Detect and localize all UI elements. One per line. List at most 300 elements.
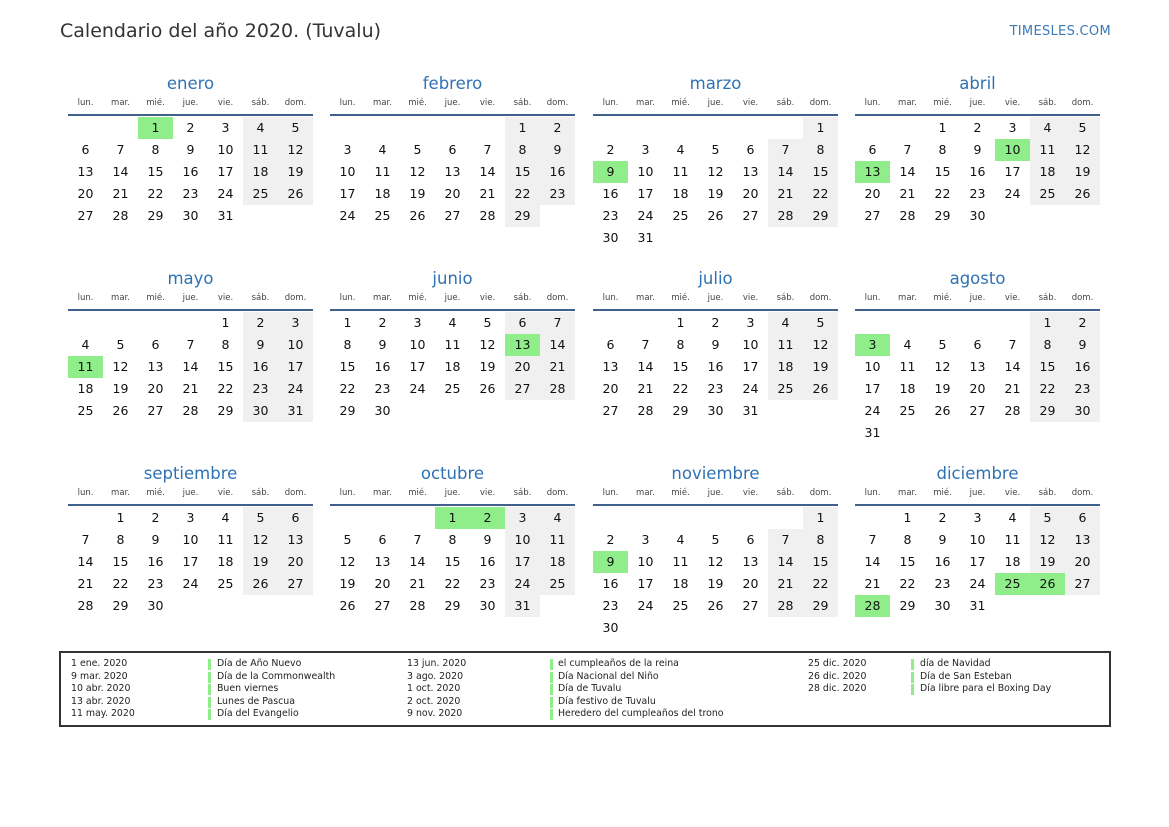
day-cell: 29 xyxy=(1030,400,1065,422)
day-cell: 10 xyxy=(969,532,986,547)
weekday-label: dom. xyxy=(284,293,307,303)
legend-date: 9 nov. 2020 xyxy=(407,708,463,720)
weekday-label: sáb. xyxy=(776,488,795,498)
day-cell: 9 xyxy=(151,532,160,547)
day-cell: 23 xyxy=(934,576,951,591)
days-grid xyxy=(593,312,838,444)
day-cell: 5 xyxy=(483,315,492,330)
day-cell: 20 xyxy=(278,551,313,573)
day-cell: 14 xyxy=(899,164,916,179)
day-cell: 20 xyxy=(742,186,759,201)
legend-holiday-name: Buen viernes xyxy=(217,683,279,695)
day-cell: 13 xyxy=(969,359,986,374)
legend-holiday-name: Día del Evangelio xyxy=(217,708,299,720)
day-cell: 29 xyxy=(444,598,461,613)
day-cell: 3 xyxy=(641,532,650,547)
day-cell: 4 xyxy=(676,532,685,547)
day-cell: 6 xyxy=(505,312,540,334)
day-cell: 26 xyxy=(112,403,129,418)
day-cell: 29 xyxy=(217,403,234,418)
day-cell: 25 xyxy=(672,598,689,613)
day-cell: 2 xyxy=(151,510,160,525)
weekday-label: mié. xyxy=(146,293,165,303)
weekday-label: dom. xyxy=(284,98,307,108)
day-cell: 20 xyxy=(742,576,759,591)
legend-marker xyxy=(911,672,914,683)
day-cell: 27 xyxy=(444,208,461,223)
day-cell: 18 xyxy=(899,381,916,396)
day-cell: 21 xyxy=(768,183,803,205)
month-marzo xyxy=(593,74,838,249)
weekday-label: sáb. xyxy=(1038,293,1057,303)
weekday-label: mar. xyxy=(111,98,130,108)
day-cell: 30 xyxy=(479,598,496,613)
day-cell: 8 xyxy=(221,337,230,352)
day-cell: 8 xyxy=(116,532,125,547)
days-grid xyxy=(855,117,1100,249)
day-cell: 28 xyxy=(182,403,199,418)
holiday-day-cell: 26 xyxy=(1030,573,1065,595)
weekday-label: jue. xyxy=(182,488,199,498)
weekday-label: dom. xyxy=(1071,488,1094,498)
day-cell: 10 xyxy=(637,554,654,569)
day-cell: 14 xyxy=(864,554,881,569)
day-cell: 22 xyxy=(339,381,356,396)
days-grid xyxy=(330,312,575,444)
day-cell: 24 xyxy=(339,208,356,223)
holiday-day-cell: 13 xyxy=(855,161,890,183)
weekday-label: sáb. xyxy=(513,98,532,108)
day-cell: 23 xyxy=(707,381,724,396)
day-cell: 28 xyxy=(768,205,803,227)
day-cell: 12 xyxy=(479,337,496,352)
day-cell: 18 xyxy=(444,359,461,374)
day-cell: 13 xyxy=(374,554,391,569)
weekday-label: jue. xyxy=(444,488,461,498)
day-cell: 11 xyxy=(540,529,575,551)
weekday-label: dom. xyxy=(1071,293,1094,303)
day-cell: 19 xyxy=(1065,161,1100,183)
day-cell: 1 xyxy=(938,120,947,135)
weekday-label: mié. xyxy=(408,98,427,108)
holiday-day-cell: 1 xyxy=(138,117,173,139)
day-cell: 27 xyxy=(602,403,619,418)
day-cell: 4 xyxy=(768,312,803,334)
weekday-label: lun. xyxy=(339,488,356,498)
day-cell: 14 xyxy=(409,554,426,569)
day-cell: 24 xyxy=(278,378,313,400)
day-cell: 22 xyxy=(217,381,234,396)
day-cell: 13 xyxy=(77,164,94,179)
day-cell: 15 xyxy=(672,359,689,374)
weekday-label: lun. xyxy=(602,98,619,108)
day-cell: 8 xyxy=(505,139,540,161)
weekday-label: jue. xyxy=(969,488,986,498)
day-cell: 29 xyxy=(505,205,540,227)
day-cell: 3 xyxy=(505,507,540,529)
day-cell: 10 xyxy=(864,359,881,374)
day-cell: 17 xyxy=(637,186,654,201)
day-cell: 31 xyxy=(864,425,881,440)
weekday-label: lun. xyxy=(339,98,356,108)
weekday-label: mar. xyxy=(636,488,655,498)
weekday-label: mié. xyxy=(146,488,165,498)
month-name: julio xyxy=(698,269,733,288)
day-cell: 31 xyxy=(637,230,654,245)
month-name: abril xyxy=(959,74,996,93)
brand-link[interactable]: TIMESLES.COM xyxy=(1009,24,1111,39)
day-cell: 28 xyxy=(637,403,654,418)
weekday-label: jue. xyxy=(707,488,724,498)
legend-marker xyxy=(208,697,211,708)
day-cell: 13 xyxy=(147,359,164,374)
day-cell: 29 xyxy=(147,208,164,223)
day-cell: 17 xyxy=(742,359,759,374)
day-cell: 17 xyxy=(637,576,654,591)
day-cell: 24 xyxy=(409,381,426,396)
day-cell: 2 xyxy=(1065,312,1100,334)
legend-holiday-name: Día de Tuvalu xyxy=(558,683,622,695)
day-cell: 24 xyxy=(864,403,881,418)
weekday-label: mié. xyxy=(933,98,952,108)
day-cell: 1 xyxy=(803,507,838,529)
month-febrero xyxy=(330,74,575,249)
day-cell: 18 xyxy=(217,554,234,569)
day-cell: 13 xyxy=(444,164,461,179)
day-cell: 11 xyxy=(374,164,391,179)
legend-marker xyxy=(208,709,211,720)
legend-marker xyxy=(550,697,553,708)
weekday-label: sáb. xyxy=(251,488,270,498)
weekday-label: mié. xyxy=(408,488,427,498)
day-cell: 17 xyxy=(339,186,356,201)
holiday-day-cell: 13 xyxy=(505,334,540,356)
day-cell: 2 xyxy=(606,532,615,547)
day-cell: 4 xyxy=(221,510,230,525)
day-cell: 25 xyxy=(672,208,689,223)
weekday-label: lun. xyxy=(77,98,94,108)
holiday-day-cell: 2 xyxy=(470,507,505,529)
header-rule xyxy=(593,504,838,506)
day-cell: 8 xyxy=(938,142,947,157)
day-cell: 16 xyxy=(182,164,199,179)
month-name: diciembre xyxy=(936,464,1019,483)
weekday-label: mié. xyxy=(408,293,427,303)
day-cell: 10 xyxy=(505,529,540,551)
day-cell: 6 xyxy=(746,532,755,547)
month-abril xyxy=(855,74,1100,249)
day-cell: 10 xyxy=(742,337,759,352)
days-grid xyxy=(593,117,838,249)
day-cell: 15 xyxy=(1030,356,1065,378)
legend-date: 9 mar. 2020 xyxy=(71,670,128,682)
weekday-label: lun. xyxy=(864,293,881,303)
day-cell: 2 xyxy=(606,142,615,157)
day-cell: 29 xyxy=(803,205,838,227)
day-cell: 27 xyxy=(1065,573,1100,595)
day-cell: 1 xyxy=(803,117,838,139)
weekday-label: lun. xyxy=(77,293,94,303)
weekday-label: mar. xyxy=(898,98,917,108)
day-cell: 25 xyxy=(1030,183,1065,205)
days-grid xyxy=(330,507,575,639)
day-cell: 14 xyxy=(479,164,496,179)
day-cell: 10 xyxy=(278,334,313,356)
day-cell: 9 xyxy=(938,532,947,547)
day-cell: 19 xyxy=(112,381,129,396)
day-cell: 29 xyxy=(934,208,951,223)
legend-holiday-name: el cumpleaños de la reina xyxy=(558,658,679,669)
holiday-day-cell: 10 xyxy=(995,139,1030,161)
day-cell: 2 xyxy=(540,117,575,139)
day-cell: 2 xyxy=(243,312,278,334)
day-cell: 9 xyxy=(186,142,195,157)
legend-marker xyxy=(550,659,553,670)
day-cell: 6 xyxy=(378,532,387,547)
day-cell: 6 xyxy=(868,142,877,157)
weekday-label: lun. xyxy=(864,98,881,108)
day-cell: 18 xyxy=(77,381,94,396)
day-cell: 11 xyxy=(672,554,689,569)
day-cell: 20 xyxy=(77,186,94,201)
day-cell: 30 xyxy=(602,620,619,635)
day-cell: 28 xyxy=(479,208,496,223)
day-cell: 6 xyxy=(278,507,313,529)
day-cell: 18 xyxy=(672,186,689,201)
legend-marker xyxy=(208,659,211,670)
month-name: noviembre xyxy=(671,464,760,483)
weekday-label: mar. xyxy=(898,293,917,303)
day-cell: 11 xyxy=(1004,532,1021,547)
weekday-label: sáb. xyxy=(251,293,270,303)
day-cell: 11 xyxy=(217,532,234,547)
day-cell: 7 xyxy=(1008,337,1017,352)
header-rule xyxy=(855,309,1100,311)
day-cell: 24 xyxy=(742,381,759,396)
day-cell: 12 xyxy=(243,529,278,551)
weekday-label: mar. xyxy=(373,488,392,498)
day-cell: 8 xyxy=(1030,334,1065,356)
day-cell: 17 xyxy=(278,356,313,378)
day-cell: 21 xyxy=(899,186,916,201)
day-cell: 8 xyxy=(803,139,838,161)
day-cell: 21 xyxy=(77,576,94,591)
header-rule xyxy=(68,114,313,116)
weekday-label: mar. xyxy=(636,98,655,108)
day-cell: 29 xyxy=(672,403,689,418)
day-cell: 15 xyxy=(444,554,461,569)
days-grid xyxy=(68,117,313,249)
legend-date: 10 abr. 2020 xyxy=(71,683,131,695)
weekday-label: vie. xyxy=(217,488,234,498)
weekday-label: jue. xyxy=(707,98,724,108)
day-cell: 12 xyxy=(934,359,951,374)
day-cell: 16 xyxy=(374,359,391,374)
day-cell: 2 xyxy=(186,120,195,135)
day-cell: 12 xyxy=(409,164,426,179)
day-cell: 26 xyxy=(707,598,724,613)
day-cell: 27 xyxy=(864,208,881,223)
day-cell: 21 xyxy=(182,381,199,396)
weekday-label: vie. xyxy=(1004,293,1021,303)
page-title: Calendario del año 2020. (Tuvalu) xyxy=(60,20,382,42)
month-diciembre xyxy=(855,464,1100,639)
day-cell: 15 xyxy=(147,164,164,179)
weekday-label: sáb. xyxy=(251,98,270,108)
day-cell: 16 xyxy=(602,186,619,201)
day-cell: 25 xyxy=(243,183,278,205)
weekday-label: dom. xyxy=(546,488,569,498)
weekday-header xyxy=(68,291,313,305)
day-cell: 14 xyxy=(637,359,654,374)
day-cell: 27 xyxy=(505,378,540,400)
day-cell: 23 xyxy=(243,378,278,400)
day-cell: 25 xyxy=(217,576,234,591)
weekday-label: vie. xyxy=(1004,98,1021,108)
month-noviembre xyxy=(593,464,838,639)
day-cell: 7 xyxy=(768,529,803,551)
weekday-label: sáb. xyxy=(1038,98,1057,108)
day-cell: 13 xyxy=(742,164,759,179)
day-cell: 5 xyxy=(711,142,720,157)
day-cell: 17 xyxy=(217,164,234,179)
day-cell: 13 xyxy=(742,554,759,569)
day-cell: 13 xyxy=(602,359,619,374)
day-cell: 24 xyxy=(1004,186,1021,201)
month-name: septiembre xyxy=(143,464,238,483)
day-cell: 5 xyxy=(278,117,313,139)
day-cell: 8 xyxy=(676,337,685,352)
day-cell: 26 xyxy=(934,403,951,418)
day-cell: 12 xyxy=(1065,139,1100,161)
month-name: agosto xyxy=(949,269,1006,288)
weekday-header xyxy=(593,96,838,110)
day-cell: 23 xyxy=(969,186,986,201)
legend-holiday-name: Día libre para el Boxing Day xyxy=(920,683,1052,695)
day-cell: 6 xyxy=(448,142,457,157)
day-cell: 20 xyxy=(602,381,619,396)
month-septiembre xyxy=(68,464,313,639)
month-name: enero xyxy=(166,74,215,93)
day-cell: 5 xyxy=(116,337,125,352)
legend-date: 1 ene. 2020 xyxy=(71,658,128,669)
weekday-header xyxy=(855,96,1100,110)
day-cell: 25 xyxy=(540,573,575,595)
day-cell: 11 xyxy=(768,334,803,356)
day-cell: 3 xyxy=(413,315,422,330)
weekday-label: mar. xyxy=(111,488,130,498)
month-mayo xyxy=(68,269,313,444)
day-cell: 9 xyxy=(483,532,492,547)
weekday-header xyxy=(68,96,313,110)
day-cell: 5 xyxy=(413,142,422,157)
day-cell: 21 xyxy=(768,573,803,595)
day-cell: 17 xyxy=(409,359,426,374)
legend-marker xyxy=(911,659,914,670)
day-cell: 24 xyxy=(182,576,199,591)
weekday-label: lun. xyxy=(602,488,619,498)
day-cell: 2 xyxy=(711,315,720,330)
day-cell: 24 xyxy=(637,598,654,613)
day-cell: 12 xyxy=(112,359,129,374)
day-cell: 31 xyxy=(505,595,540,617)
weekday-label: mié. xyxy=(671,488,690,498)
day-cell: 27 xyxy=(147,403,164,418)
day-cell: 11 xyxy=(672,164,689,179)
day-cell: 3 xyxy=(343,142,352,157)
day-cell: 4 xyxy=(81,337,90,352)
day-cell: 14 xyxy=(1004,359,1021,374)
day-cell: 24 xyxy=(637,208,654,223)
day-cell: 7 xyxy=(641,337,650,352)
day-cell: 28 xyxy=(409,598,426,613)
day-cell: 30 xyxy=(707,403,724,418)
day-cell: 19 xyxy=(803,356,838,378)
weekday-header xyxy=(330,96,575,110)
day-cell: 19 xyxy=(934,381,951,396)
header-rule xyxy=(330,504,575,506)
day-cell: 18 xyxy=(768,356,803,378)
weekday-label: dom. xyxy=(809,488,832,498)
day-cell: 20 xyxy=(444,186,461,201)
header-rule xyxy=(330,114,575,116)
day-cell: 30 xyxy=(934,598,951,613)
day-cell: 20 xyxy=(864,186,881,201)
day-cell: 29 xyxy=(112,598,129,613)
day-cell: 4 xyxy=(243,117,278,139)
day-cell: 28 xyxy=(112,208,129,223)
day-cell: 22 xyxy=(444,576,461,591)
day-cell: 4 xyxy=(448,315,457,330)
day-cell: 6 xyxy=(746,142,755,157)
day-cell: 7 xyxy=(903,142,912,157)
day-cell: 16 xyxy=(540,161,575,183)
holiday-day-cell: 9 xyxy=(593,551,628,573)
day-cell: 27 xyxy=(742,208,759,223)
day-cell: 10 xyxy=(182,532,199,547)
day-cell: 22 xyxy=(803,573,838,595)
day-cell: 21 xyxy=(864,576,881,591)
day-cell: 18 xyxy=(672,576,689,591)
day-cell: 22 xyxy=(147,186,164,201)
weekday-label: vie. xyxy=(742,293,759,303)
day-cell: 16 xyxy=(934,554,951,569)
day-cell: 14 xyxy=(77,554,94,569)
month-name: mayo xyxy=(167,269,214,288)
day-cell: 25 xyxy=(899,403,916,418)
day-cell: 15 xyxy=(112,554,129,569)
day-cell: 15 xyxy=(803,551,838,573)
day-cell: 29 xyxy=(339,403,356,418)
weekday-label: jue. xyxy=(969,98,986,108)
day-cell: 15 xyxy=(217,359,234,374)
day-cell: 31 xyxy=(278,400,313,422)
legend-marker xyxy=(208,672,211,683)
day-cell: 6 xyxy=(606,337,615,352)
day-cell: 26 xyxy=(707,208,724,223)
holiday-day-cell: 1 xyxy=(435,507,470,529)
weekday-label: lun. xyxy=(77,488,94,498)
weekday-label: vie. xyxy=(217,293,234,303)
month-octubre xyxy=(330,464,575,639)
day-cell: 7 xyxy=(768,139,803,161)
day-cell: 4 xyxy=(1008,510,1017,525)
day-cell: 26 xyxy=(243,573,278,595)
legend-date: 3 ago. 2020 xyxy=(407,670,464,682)
days-grid xyxy=(855,507,1100,639)
day-cell: 21 xyxy=(112,186,129,201)
day-cell: 16 xyxy=(479,554,496,569)
